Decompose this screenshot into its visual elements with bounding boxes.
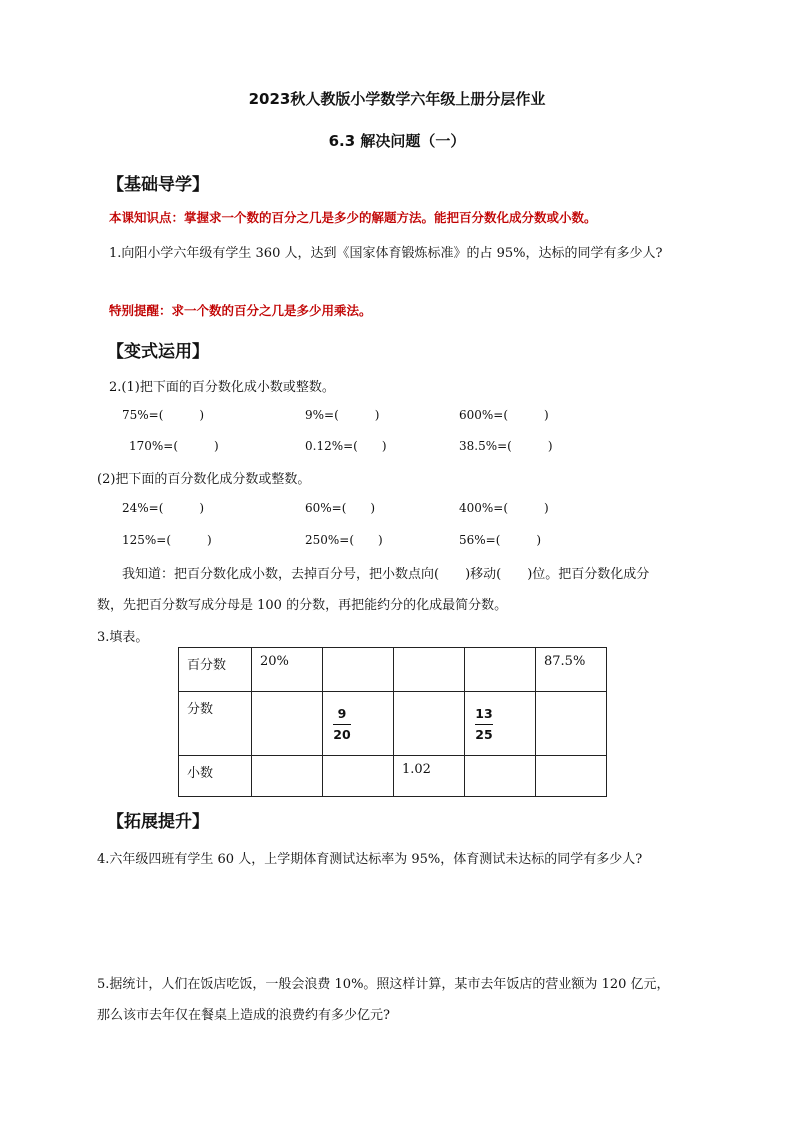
document-title: 2023秋人教版小学数学六年级上册分层作业 (248, 90, 546, 108)
conversion-item: 38.5%=( ) (459, 439, 553, 453)
conversion-item: 56%=( ) (459, 533, 542, 547)
table-cell (465, 648, 535, 654)
question-5-line-2: 那么该市去年仅在餐桌上造成的浪费约有多少亿元? (97, 1008, 390, 1023)
question-2-part-1: 2.(1)把下面的百分数化成小数或整数。 (109, 380, 335, 395)
conversion-item: 0.12%=( ) (305, 439, 387, 453)
table-cell: 20% (260, 654, 289, 669)
fraction-bar (333, 724, 351, 725)
table-cell: 1.02 (402, 762, 431, 777)
fraction-numerator: 9 (337, 706, 347, 721)
knowledge-point: 本课知识点：掌握求一个数的百分之几是多少的解题方法。能把百分数化成分数或小数。 (109, 210, 597, 225)
table-cell: 87.5% (544, 654, 586, 669)
row-label-percent: 百分数 (187, 658, 227, 673)
fraction-denominator: 25 (475, 726, 493, 742)
section-extend-heading: 【拓展提升】 (107, 812, 209, 832)
table-row-percent (179, 648, 607, 692)
question-2-part-2: (2)把下面的百分数化成分数或整数。 (97, 472, 311, 487)
table-cell (536, 756, 606, 762)
question-5-line-1: 5.据统计，人们在饭店吃饭，一般会浪费 10%。照这样计算，某市去年饭店的营业额为 120 亿元， (97, 977, 670, 992)
conversion-item: 24%=( ) (122, 501, 205, 515)
table-cell (323, 648, 393, 654)
conversion-item: 60%=( ) (305, 501, 376, 515)
question-3: 3.填表。 (97, 630, 149, 645)
question-4: 4.六年级四班有学生 60 人，上学期体育测试达标率为 95%，体育测试未达标的同学有多少人? (97, 852, 643, 867)
table-cell (394, 648, 464, 654)
conversion-item: 75%=( ) (122, 408, 205, 422)
fill-in-table (178, 647, 607, 797)
conversion-item: 400%=( ) (459, 501, 549, 515)
table-cell (465, 756, 535, 762)
table-row-decimal (179, 756, 607, 797)
fraction-13-25 (475, 706, 493, 742)
fraction-9-20 (333, 706, 351, 742)
know-line-2: 数，先把百分数写成分母是 100 的分数，再把能约分的化成最简分数。 (97, 598, 508, 613)
table-cell (252, 756, 322, 762)
section-basic-heading: 【基础导学】 (107, 175, 209, 195)
conversion-item: 170%=( ) (129, 439, 219, 453)
conversion-item: 125%=( ) (122, 533, 212, 547)
know-line-1: 我知道：把百分数化成小数，去掉百分号，把小数点向( )移动( )位。把百分数化成分 (122, 567, 650, 582)
question-1: 1.向阳小学六年级有学生 360 人，达到《国家体育锻炼标准》的占 95%，达标的同学有多少人? (109, 246, 663, 261)
row-label-decimal: 小数 (187, 766, 214, 781)
row-label-fraction: 分数 (187, 702, 214, 717)
conversion-item: 250%=( ) (305, 533, 383, 547)
table-cell (323, 756, 393, 762)
section-variant-heading: 【变式运用】 (107, 342, 209, 362)
conversion-item: 600%=( ) (459, 408, 549, 422)
fraction-numerator: 13 (475, 706, 493, 721)
special-tip: 特别提醒：求一个数的百分之几是多少用乘法。 (109, 303, 372, 318)
table-row-fraction (179, 692, 607, 756)
document-subtitle: 6.3 解决问题（一） (328, 132, 466, 150)
fraction-denominator: 20 (333, 726, 351, 742)
fraction-bar (475, 724, 493, 725)
conversion-item: 9%=( ) (305, 408, 380, 422)
